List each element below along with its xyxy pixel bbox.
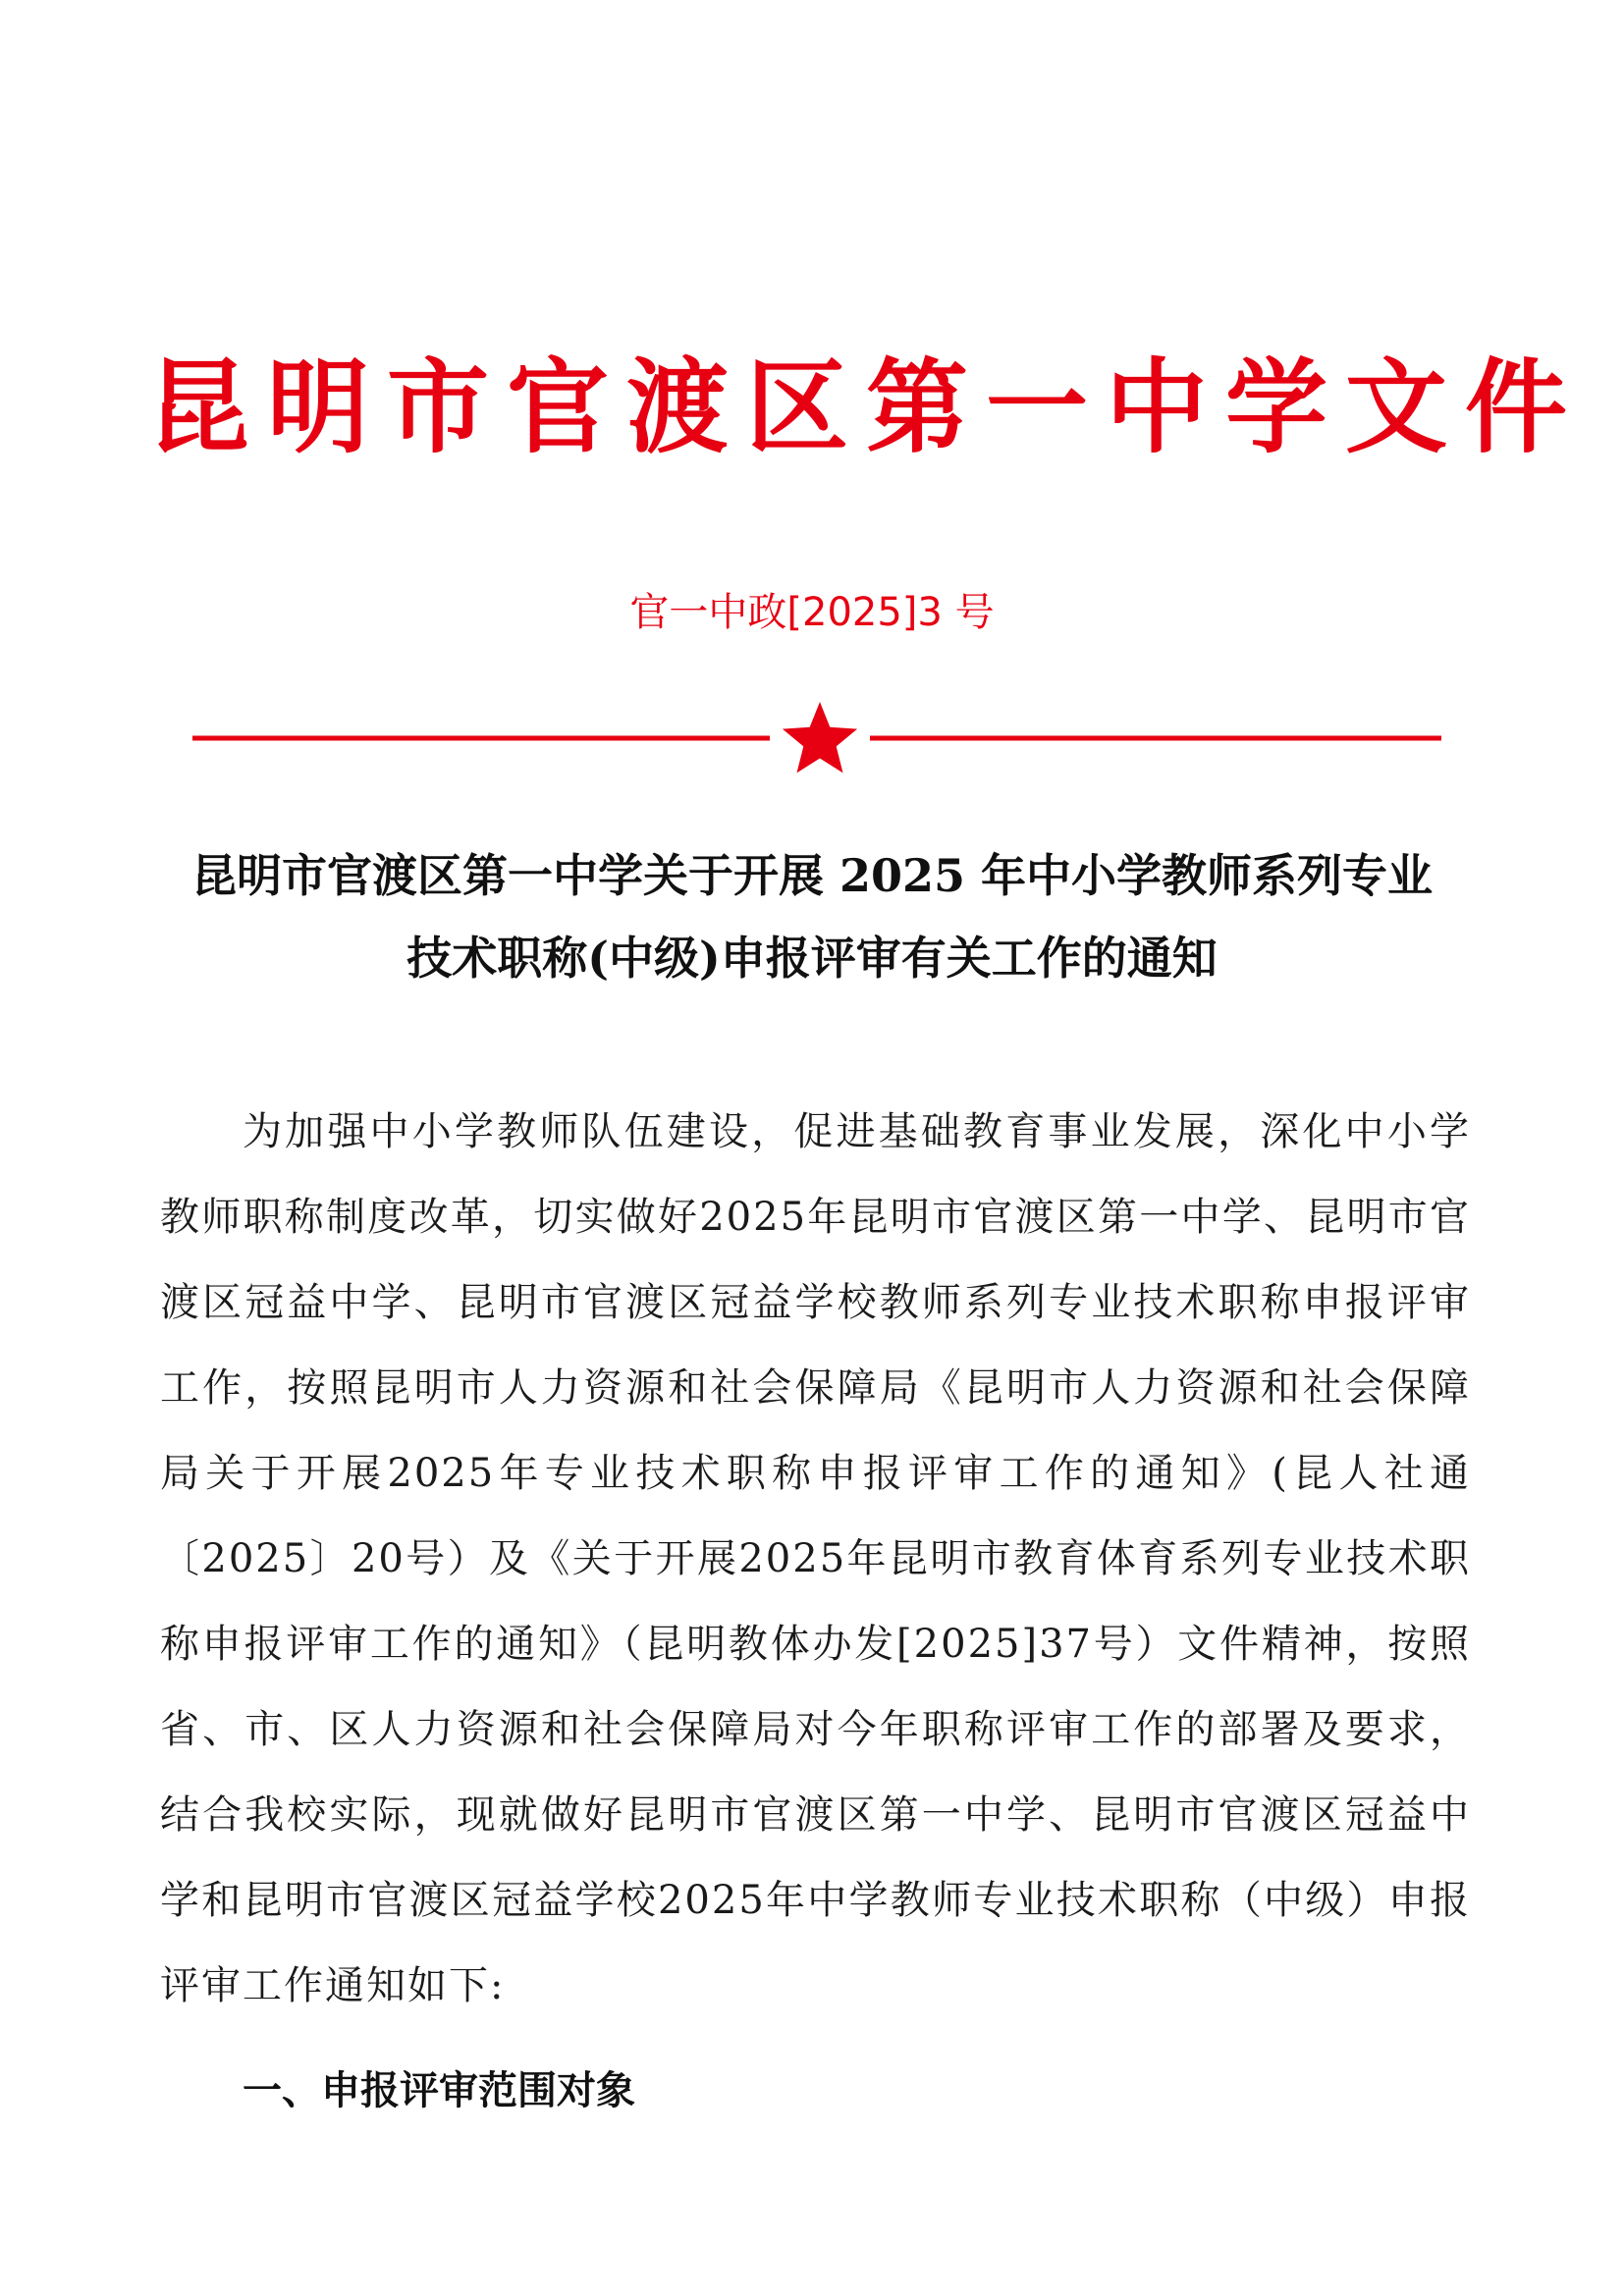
notice-title-line-1: 昆明市官渡区第一中学关于开展 2025 年中小学教师系列专业 <box>190 849 1434 902</box>
red-star-icon <box>783 702 857 773</box>
body-paragraph: 为加强中小学教师队伍建设，促进基础教育事业发展，深化中小学教师职称制度改革，切实做好2025年昆明市官渡区第一中学、昆明市官渡区冠益中学、昆明市官渡区冠益学校教师系列专业技术职称申报评审工作，按照昆明市人力资源和社会保障局《昆明市人力资源和社会保障局关于开展2025年专业技术职称申报评审工作的通知》(昆人社通〔2025〕20号）及《关于开展2025年昆明市教育体育系列专业技术职称申报评审工作的通知》（昆明教体办发[2025]37号）文件精神，按照省、市、区人力资源和社会保障局对今年职称评审工作的部署及要求，结合我校实际，现就做好昆明市官渡区第一中学、昆明市官渡区冠益中学和昆明市官渡区冠益学校2025年中学教师专业技术职称（中级）申报评审工作通知如下: <box>160 1109 1471 2008</box>
notice-title <box>137 834 1487 999</box>
section-heading: 一、申报评审范围对象 <box>243 2068 635 2113</box>
document-number: 官一中政[2025]3 号 <box>629 590 995 635</box>
red-divider-with-star <box>192 702 1441 790</box>
notice-title-line-2: 技术职称(中级)申报评审有关工作的通知 <box>406 932 1218 985</box>
masthead-title: 昆明市官渡区第一中学文件 <box>147 347 1586 467</box>
